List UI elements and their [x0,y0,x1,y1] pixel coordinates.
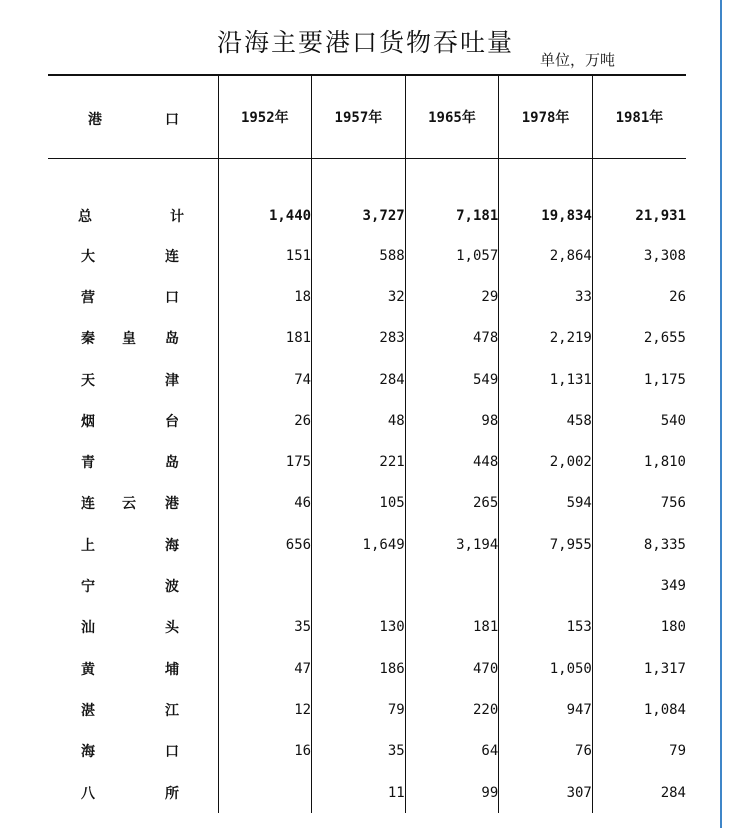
table-row [48,565,686,606]
total-1957: 3,727 [312,197,406,235]
header-year-1957: 1957年 [312,75,406,159]
cell-value: 349 [592,565,686,606]
port-name [48,359,218,400]
cell-value: 221 [312,441,406,482]
port-name-char: 云 [122,496,136,513]
cell-value: 284 [592,772,686,813]
cell-value: 2,219 [499,318,593,359]
port-name-char: 汕 [81,620,95,637]
total-char-2: 计 [170,209,184,225]
port-name [48,441,218,482]
port-name-char: 口 [165,289,179,306]
cell-value: 181 [405,607,499,648]
cell-value: 153 [499,607,593,648]
port-name-char: 宁 [81,579,95,596]
cell-value: 284 [312,359,406,400]
cell-value: 1,810 [592,441,686,482]
table-row [48,772,686,813]
cell-value: 16 [218,731,312,772]
cell-value: 549 [405,359,499,400]
port-name-char: 连 [81,496,95,513]
port-name [48,524,218,565]
cell-value: 947 [499,689,593,730]
table-row [48,607,686,648]
cell-value: 130 [312,607,406,648]
total-1978: 19,834 [499,197,593,235]
cell-value: 79 [592,731,686,772]
header-port-char-1: 港 [88,112,102,128]
port-name-char: 大 [81,248,95,265]
port-name-char: 台 [165,413,179,430]
table-row [48,524,686,565]
header-year-1978: 1978年 [499,75,593,159]
port-name [48,235,218,276]
cell-value: 283 [312,318,406,359]
port-name [48,276,218,317]
port-name-char: 岛 [165,455,179,472]
cell-value: 32 [312,276,406,317]
cell-value: 3,194 [405,524,499,565]
port-name-char: 连 [165,248,179,265]
header-year-1965: 1965年 [405,75,499,159]
cell-value: 1,175 [592,359,686,400]
port-name-char: 所 [165,785,179,802]
cell-value: 656 [218,524,312,565]
port-name [48,648,218,689]
table-row [48,235,686,276]
cell-value: 470 [405,648,499,689]
cell-value: 2,655 [592,318,686,359]
port-name [48,772,218,813]
total-label [48,197,218,235]
port-name-char: 八 [81,785,95,802]
cell-value [312,565,406,606]
cell-value: 186 [312,648,406,689]
port-name-char: 黄 [81,661,95,678]
table-row [48,731,686,772]
table-row [48,689,686,730]
cell-value: 74 [218,359,312,400]
port-name-char: 皇 [122,331,136,348]
cell-value: 33 [499,276,593,317]
cell-value: 1,649 [312,524,406,565]
cell-value: 458 [499,400,593,441]
port-throughput-table [48,74,686,813]
table-row [48,441,686,482]
cell-value: 1,050 [499,648,593,689]
cell-value [405,565,499,606]
total-1952: 1,440 [218,197,312,235]
cell-value [499,565,593,606]
table-row [48,483,686,524]
cell-value: 105 [312,483,406,524]
cell-value: 594 [499,483,593,524]
cell-value: 76 [499,731,593,772]
port-name [48,318,218,359]
cell-value: 1,084 [592,689,686,730]
cell-value: 180 [592,607,686,648]
cell-value: 8,335 [592,524,686,565]
cell-value: 1,317 [592,648,686,689]
cell-value: 3,308 [592,235,686,276]
port-name-char: 埔 [165,661,179,678]
cell-value [218,565,312,606]
port-name-char: 波 [165,579,179,596]
total-1965: 7,181 [405,197,499,235]
cell-value: 79 [312,689,406,730]
total-char-1: 总 [78,209,92,225]
header-port [48,75,218,159]
port-name-char: 头 [165,620,179,637]
total-row [48,197,686,235]
cell-value: 98 [405,400,499,441]
cell-value: 175 [218,441,312,482]
total-1981: 21,931 [592,197,686,235]
port-name-char: 烟 [81,413,95,430]
port-name-char: 口 [165,744,179,761]
page-edge-rule [720,0,722,828]
cell-value: 26 [592,276,686,317]
cell-value: 29 [405,276,499,317]
unit-label: 单位，万吨 [540,51,616,69]
spacer-row [48,159,686,198]
cell-value: 26 [218,400,312,441]
table-row [48,648,686,689]
table-title: 沿海主要港口货物吞吐量 [216,27,514,57]
port-name-char: 营 [81,289,95,306]
cell-value: 7,955 [499,524,593,565]
port-name [48,607,218,648]
header-year-1981: 1981年 [592,75,686,159]
cell-value: 540 [592,400,686,441]
port-name-char: 青 [81,455,95,472]
cell-value: 478 [405,318,499,359]
cell-value: 18 [218,276,312,317]
port-name-char: 津 [165,372,179,389]
cell-value: 756 [592,483,686,524]
header-port-char-2: 口 [165,112,179,128]
cell-value: 307 [499,772,593,813]
cell-value: 1,131 [499,359,593,400]
cell-value: 46 [218,483,312,524]
port-name [48,565,218,606]
port-name [48,731,218,772]
table-row [48,318,686,359]
port-name-char: 江 [165,702,179,719]
port-name [48,483,218,524]
header-row [48,75,686,159]
cell-value: 220 [405,689,499,730]
cell-value: 48 [312,400,406,441]
cell-value: 151 [218,235,312,276]
cell-value: 588 [312,235,406,276]
cell-value: 35 [312,731,406,772]
cell-value: 47 [218,648,312,689]
port-name [48,400,218,441]
table-row [48,400,686,441]
cell-value: 12 [218,689,312,730]
cell-value: 11 [312,772,406,813]
cell-value: 2,864 [499,235,593,276]
port-name [48,689,218,730]
cell-value: 99 [405,772,499,813]
port-name-char: 天 [81,372,95,389]
port-name-char: 海 [165,537,179,554]
header-year-1952: 1952年 [218,75,312,159]
cell-value: 181 [218,318,312,359]
cell-value: 265 [405,483,499,524]
port-name-char: 港 [165,496,179,513]
port-name-char: 湛 [81,702,95,719]
cell-value: 1,057 [405,235,499,276]
port-name-char: 秦 [81,331,95,348]
table-row [48,276,686,317]
cell-value [218,772,312,813]
port-name-char: 岛 [165,331,179,348]
cell-value: 448 [405,441,499,482]
port-name-char: 海 [81,744,95,761]
port-name-char: 上 [81,537,95,554]
cell-value: 64 [405,731,499,772]
cell-value: 35 [218,607,312,648]
cell-value: 2,002 [499,441,593,482]
table-row [48,359,686,400]
